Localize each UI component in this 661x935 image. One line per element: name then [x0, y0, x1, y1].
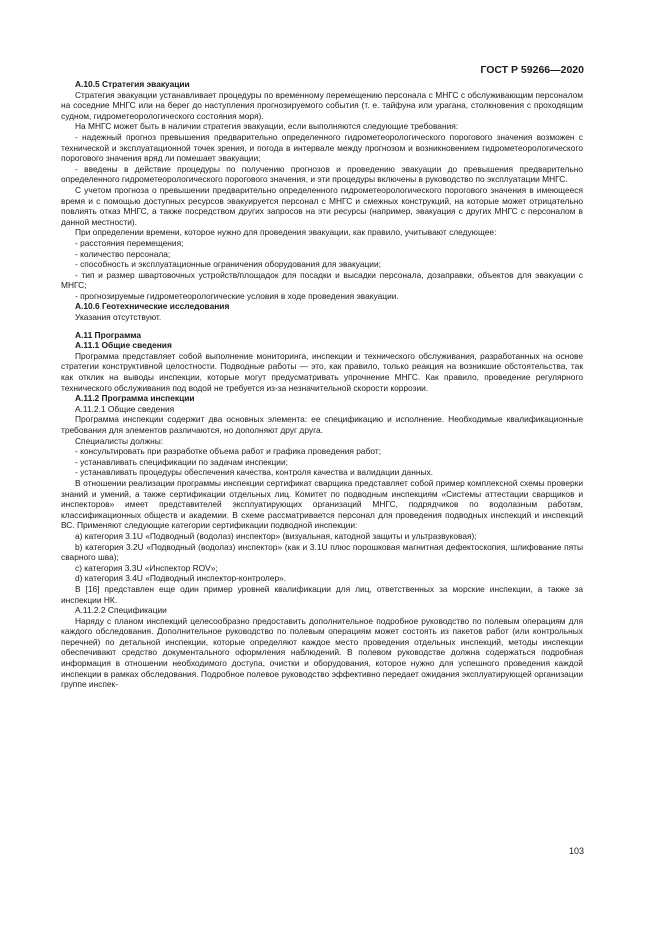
- paragraph: На МНГС может быть в наличии стратегия эвакуации, если выполняются следующие требования:: [75, 121, 459, 132]
- paragraph: Наряду с планом инспекций целесообразно предоставить дополнительное подробное руководство по полевым операциям для каждого обследования. Дополнительное руководство по полевым операциям может состоять из пакетов работ (или контрольных перечней) по детальной инспекции, которые определяют каждое место проведения отдельных инспекций, методы инспекции обеспечивают средство документального оформления наблюдений. В полевом руководстве должна содержаться подробная информация в отношении необходимого доступа, очистки и оборудования, которое нужно для успешного проведения каждой инспекции в рамках обследования. Подробное полевое руководство эффективно передает ожидания эксплуатирующей организации группе инспек-: [61, 615, 583, 690]
- list-item: b) категория 3.2U «Подводный (водолаз) инспектор» (как и 3.1U плюс порошковая магнитная дефектоскопия, шлифование пяты сварного шва);: [61, 541, 583, 563]
- list-item: - устанавливать спецификации по задачам инспекции;: [75, 456, 288, 467]
- paragraph: В отношении реализации программы инспекции сертификат сварщика представляет собой пример комплексной схемы проверки знаний и умений, а также сертификации отдельных лиц. Комитет по подводным инспекциям «Системы аттестации сварщиков и инспекторов» имеет представителей эксплуатирующих организаций МНГС, подрядчиков по водолазным работам, классификационных обществ и академии. В схеме рассматривается персонал для проведения подводных инспекций и инспекций ВС. Применяют следующие категории сертификации подводной инспекции:: [61, 477, 583, 531]
- paragraph: Специалисты должны:: [75, 435, 164, 446]
- paragraph: Указания отсутствуют.: [75, 312, 162, 323]
- list-item: - прогнозируемые гидрометеорологические условия в ходе проведения эвакуации.: [75, 290, 399, 301]
- paragraph: Программа инспекции содержит два основных элемента: ее спецификацию и исполнение. Необходимые квалификационные требования для элементов различаются, но дополняют друг друга.: [61, 414, 583, 435]
- paragraph: Программа представляет собой выполнение мониторинга, инспекции и технического обслуживания, разработанных на основе стратегии конструктивной целостности. Подводные работы — это, как правило, только реакция на возникшие обстоятельства, так как отклик на выводы инспекции, которые могут предусматривать упрочнение МНГС. Как правило, проведение регулярного технического обслуживания под водой не требуется из-за незначительной скорости коррозии.: [61, 350, 583, 393]
- list-item: - количество персонала;: [75, 248, 171, 259]
- list-item: d) категория 3.4U «Подводный инспектор-контролер».: [75, 573, 287, 584]
- section-heading: А.10.5 Стратегия эвакуации: [75, 79, 190, 89]
- document-code: ГОСТ Р 59266—2020: [480, 64, 584, 76]
- page-number: 103: [568, 846, 584, 856]
- list-item: - способность и эксплуатационные ограничения оборудования для эвакуации;: [75, 259, 381, 270]
- list-item: - тип и размер швартовочных устройств/площадок для посадки и высадки персонала, дозаправки, объектов для эвакуации с МНГС;: [61, 269, 583, 291]
- section-heading: А.11 Программа: [75, 329, 142, 340]
- paragraph: В [16] представлен еще один пример уровней квалификации для лиц, ответственных за морские инспекции, а также за инспекции НК.: [61, 583, 583, 605]
- list-item: - введены в действие процедуры по получению прогнозов и проведению эвакуации до превышения предварительно определенного гидрометеорологического порогового значения, и эти процедуры включены в руководство по эксплуатации МНГС.: [61, 163, 583, 185]
- section-heading: А.11.1 Общие сведения: [75, 340, 172, 351]
- list-item: - расстояния перемещения;: [75, 237, 184, 248]
- subsection-heading: А.11.2.1 Общие сведения: [75, 403, 175, 414]
- page-content: [61, 79, 583, 690]
- list-item: - консультировать при разработке объема работ и графика проведения работ;: [75, 446, 382, 457]
- paragraph: С учетом прогноза о превышении предварительно определенного гидрометеорологического порогового значения в имеющееся время и с помощью доступных ресурсов эвакуируется персонал с МНГС и смежных конструкций, на которые может отрицательно повлиять отказ МНГС, а также посредством других запросов на эти ресурсы (например, эвакуация с других МНГС с персоналом в данной местности).: [61, 184, 583, 227]
- subsection-heading: А.11.2.2 Спецификации: [75, 605, 167, 616]
- paragraph: Стратегия эвакуации устанавливает процедуры по временному перемещению персонала с МНГС с обслуживающим персоналом на соседние МНГС или на берег до наступления прогнозируемого события (т. е. тайфуна или урагана, столкновения с проходящим судном, гидрометеорологического состояния моря).: [61, 89, 583, 121]
- list-item: - устанавливать процедуры обеспечения качества, контроля качества и валидации данных.: [75, 467, 434, 478]
- section-heading: А.11.2 Программа инспекции: [75, 393, 195, 404]
- list-item: - надежный прогноз превышения предварительно определенного гидрометеорологического порогового значения возможен с технической и эксплуатационной точек зрения, и погода в интервале между прогнозом и возникновением гидрометеорологического порогового значения вряд ли помешает эвакуации;: [61, 131, 583, 164]
- paragraph: При определении времени, которое нужно для проведения эвакуации, как правило, учитывают следующее:: [75, 227, 497, 238]
- list-item: c) категория 3.3U «Инспектор ROV»;: [75, 562, 218, 573]
- section-heading: А.10.6 Геотехнические исследования: [75, 301, 230, 312]
- list-item: a) категория 3.1U «Подводный (водолаз) инспектор» (визуальная, катодной защиты и ультразвуковая);: [75, 530, 477, 541]
